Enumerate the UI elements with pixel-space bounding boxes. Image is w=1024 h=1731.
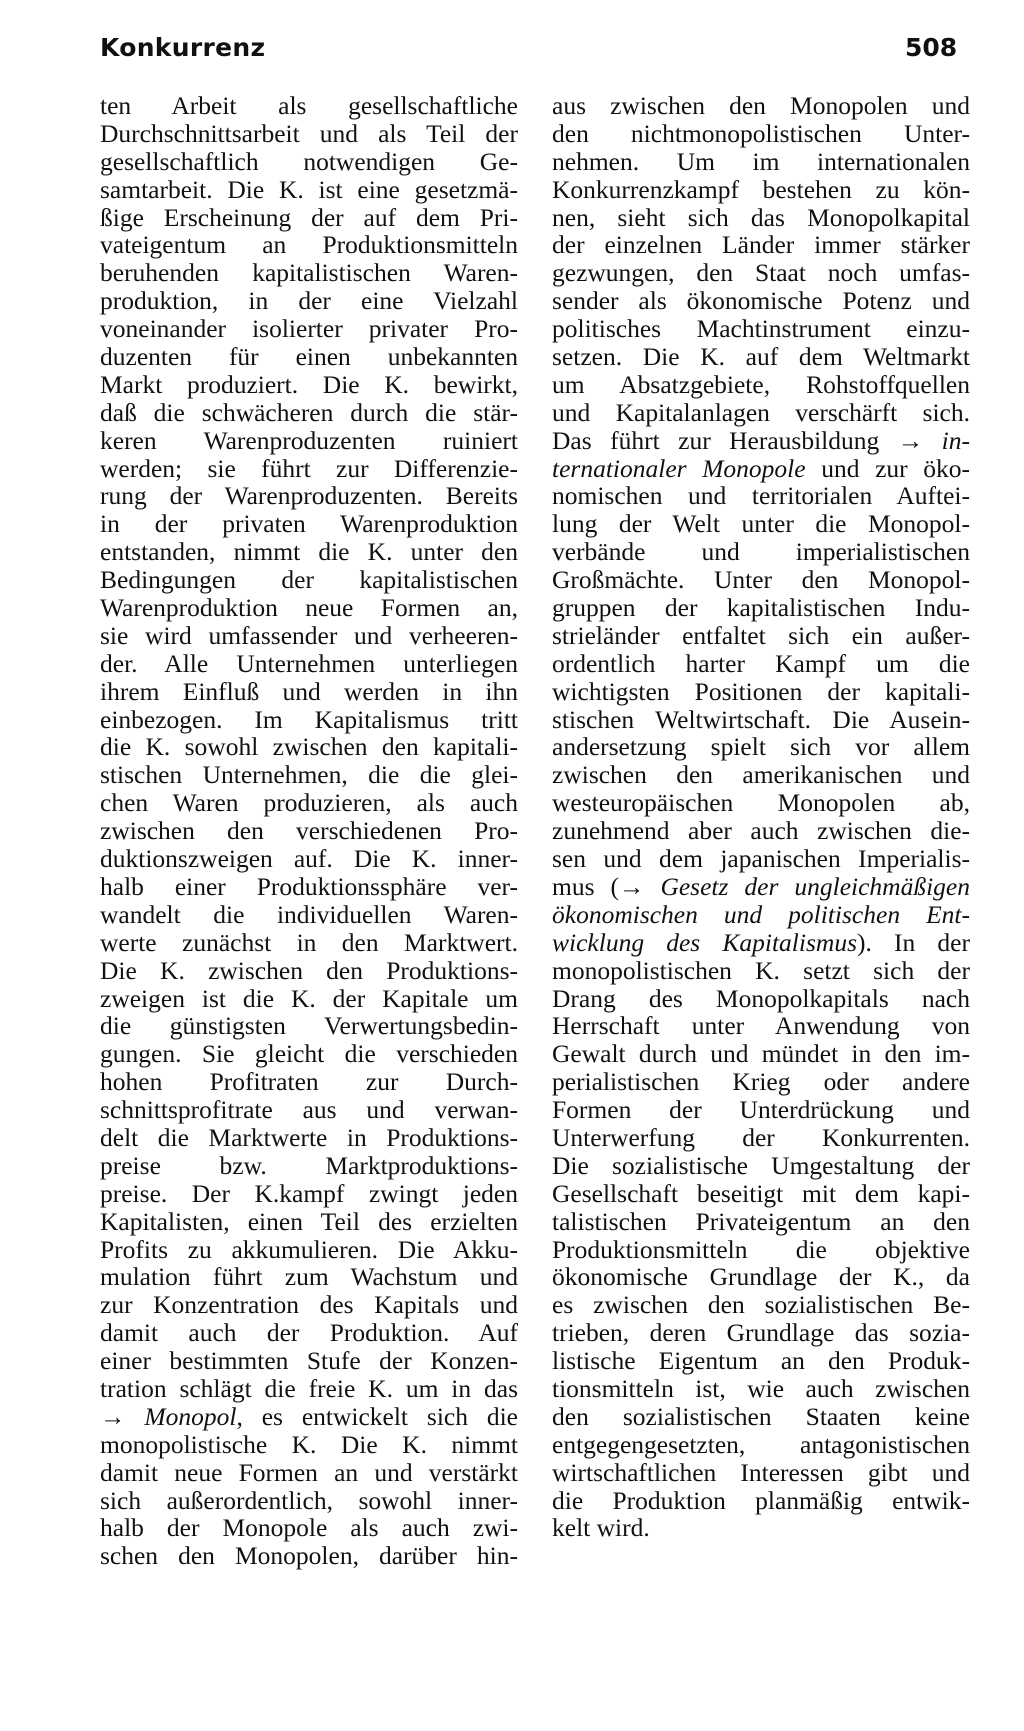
text-segment: westeuropäischen Monopolen ab, [552, 788, 970, 818]
text-segment: preise bzw. Marktproduktions- [100, 1150, 518, 1180]
text-line [552, 929, 970, 957]
text-segment: perialistischen Krieg oder andere [552, 1067, 970, 1097]
text-segment: Die K. zwischen den Produktions- [100, 955, 518, 985]
text-line [100, 706, 518, 734]
text-segment: schen den Monopolen, darüber hin- [100, 1541, 518, 1571]
text-line [100, 1068, 518, 1096]
text-line [100, 1180, 518, 1208]
text-line [100, 761, 518, 789]
text-segment: der einzelnen Länder immer stärker [552, 230, 970, 260]
text-line [100, 622, 518, 650]
text-segment: duktionszweigen auf. Die K. inner- [100, 844, 518, 874]
text-segment: beruhenden kapitalistischen Waren- [100, 258, 518, 288]
text-segment: chen Waren produzieren, als auch [100, 788, 518, 818]
text-segment: Bedingungen der kapitalistischen [100, 565, 518, 595]
text-segment: den nichtmonopolistischen Unter- [552, 118, 970, 148]
text-line [552, 985, 970, 1013]
text-segment: Gewalt durch und mündet in den im- [552, 1039, 970, 1069]
text-line [552, 1124, 970, 1152]
text-segment: ßige Erscheinung der auf dem Pri- [100, 202, 518, 232]
text-segment: die K. sowohl zwischen den kapitali- [100, 732, 518, 762]
text-segment: lung der Welt unter die Monopol- [552, 509, 970, 539]
text-segment: aus zwischen den Monopolen und [552, 91, 970, 120]
text-line [100, 1236, 518, 1264]
text-line [552, 1431, 970, 1459]
text-segment: duzenten für einen unbekannten [100, 342, 518, 372]
text-segment: stischen Unternehmen, die die glei- [100, 760, 518, 790]
text-segment: Herrschaft unter Anwendung von [552, 1011, 970, 1041]
text-segment: ordentlich harter Kampf um die [552, 648, 970, 678]
text-segment: einbezogen. Im Kapitalismus tritt [100, 704, 518, 734]
text-line [552, 148, 970, 176]
text-line [100, 1152, 518, 1180]
text-segment: mus (→ [552, 871, 661, 901]
text-line [100, 371, 518, 399]
text-segment: Kapitalisten, einen Teil des erzielten [100, 1206, 518, 1236]
text-line [100, 259, 518, 287]
text-line [552, 873, 970, 901]
text-line [552, 761, 970, 789]
text-line [100, 1096, 518, 1124]
italic-reference-text: ökonomischen und politischen Ent- [552, 899, 970, 929]
text-segment: politisches Machtinstrument einzu- [552, 314, 970, 344]
text-segment: setzen. Die K. auf dem Weltmarkt [552, 342, 970, 372]
text-line [100, 287, 518, 315]
text-segment: daß die schwächeren durch die stär- [100, 397, 518, 427]
text-line [100, 817, 518, 845]
text-segment: Produktionsmitteln die objektive [552, 1234, 970, 1264]
text-line [552, 566, 970, 594]
text-line [552, 427, 970, 455]
text-line [100, 789, 518, 817]
text-segment: zweigen ist die K. der Kapitale um [100, 983, 518, 1013]
text-line [100, 120, 518, 148]
text-segment: sie wird umfassender und verheeren- [100, 620, 518, 650]
text-segment: es zwischen den sozialistischen Be- [552, 1290, 970, 1320]
text-line [552, 455, 970, 483]
text-segment: monopolistische K. Die K. nimmt [100, 1429, 518, 1459]
text-line [100, 176, 518, 204]
text-line [552, 650, 970, 678]
text-line [552, 1514, 970, 1542]
text-line [552, 1096, 970, 1124]
text-line [552, 678, 970, 706]
text-line [552, 1180, 970, 1208]
text-line [552, 315, 970, 343]
text-segment: entgegengesetzten, antagonistischen [552, 1429, 970, 1459]
text-segment: listische Eigentum an den Produk- [552, 1346, 970, 1376]
text-segment: Konkurrenzkampf bestehen zu kön- [552, 174, 970, 204]
text-segment: Durchschnittsarbeit und als Teil der [100, 118, 518, 148]
text-line [552, 901, 970, 929]
text-segment: monopolistischen K. setzt sich der [552, 955, 970, 985]
text-line [100, 1514, 518, 1542]
text-segment: zwischen den amerikanischen und [552, 760, 970, 790]
text-segment: in der privaten Warenproduktion [100, 509, 518, 539]
text-line [100, 957, 518, 985]
text-line [552, 817, 970, 845]
text-line [100, 315, 518, 343]
italic-reference-text: wicklung des Kapitalismus [552, 927, 857, 957]
italic-reference-text: in- [941, 425, 970, 455]
text-line [100, 455, 518, 483]
text-segment: andersetzung spielt sich vor allem [552, 732, 970, 762]
text-segment: halb der Monopole als auch zwi- [100, 1513, 518, 1543]
text-segment: zwischen den verschiedenen Pro- [100, 816, 518, 846]
text-segment: die Produktion planmäßig entwik- [552, 1485, 970, 1515]
text-line [100, 1208, 518, 1236]
text-line [552, 1263, 970, 1291]
text-segment: kelt wird. [552, 1513, 650, 1543]
text-segment: gungen. Sie gleicht die verschieden [100, 1039, 518, 1069]
text-line [100, 1040, 518, 1068]
text-line [552, 733, 970, 761]
text-segment: entstanden, nimmt die K. unter den [100, 537, 518, 567]
text-segment: ten Arbeit als gesellschaftliche [100, 91, 518, 120]
text-line [100, 1459, 518, 1487]
text-line [552, 399, 970, 427]
text-segment: samtarbeit. Die K. ist eine gesetzmä- [100, 174, 518, 204]
text-segment: die günstigsten Verwertungsbedin- [100, 1011, 518, 1041]
text-segment: Die sozialistische Umgestaltung der [552, 1150, 970, 1180]
text-segment: einer bestimmten Stufe der Konzen- [100, 1346, 518, 1376]
text-line [100, 845, 518, 873]
text-line [100, 650, 518, 678]
italic-reference-text: Monopol [144, 1401, 237, 1431]
text-line [552, 1068, 970, 1096]
text-line [100, 482, 518, 510]
italic-reference-text: Gesetz der ungleichmäßigen [660, 871, 970, 901]
text-segment: Gesellschaft beseitigt mit dem kapi- [552, 1178, 970, 1208]
text-line [552, 1291, 970, 1319]
text-line [100, 873, 518, 901]
italic-reference-text: ternationaler Monopole [552, 453, 806, 483]
text-segment: vateigentum an Produktionsmitteln [100, 230, 518, 260]
text-line [552, 1152, 970, 1180]
text-line [100, 929, 518, 957]
text-segment: wandelt die individuellen Waren- [100, 899, 518, 929]
text-segment: ihrem Einfluß und werden in ihn [100, 676, 518, 706]
text-segment: tionsmitteln ist, wie auch zwischen [552, 1373, 970, 1403]
text-line [552, 622, 970, 650]
text-line [552, 371, 970, 399]
text-segment: damit neue Formen an und verstärkt [100, 1457, 518, 1487]
text-line [552, 1459, 970, 1487]
text-segment: ). In der [857, 927, 970, 957]
text-line [552, 1487, 970, 1515]
text-segment: verbände und imperialistischen [552, 537, 970, 567]
text-segment: gesellschaftlich notwendigen Ge- [100, 146, 518, 176]
text-line [552, 1040, 970, 1068]
text-line [552, 176, 970, 204]
text-line [552, 706, 970, 734]
text-line [552, 1012, 970, 1040]
text-line [552, 482, 970, 510]
text-segment: sender als ökonomische Potenz und [552, 286, 970, 316]
text-line [100, 148, 518, 176]
text-segment: Warenproduktion neue Formen an, [100, 593, 518, 623]
text-segment: mulation führt zum Wachstum und [100, 1262, 518, 1292]
right-text-column [552, 92, 970, 1542]
text-line [100, 538, 518, 566]
text-segment: damit auch der Produktion. Auf [100, 1318, 518, 1348]
text-line [100, 901, 518, 929]
text-line [552, 789, 970, 817]
text-line [552, 1319, 970, 1347]
text-segment: werden; sie führt zur Differenzie- [100, 453, 518, 483]
text-segment: , es entwickelt sich die [236, 1401, 518, 1431]
text-line [552, 259, 970, 287]
text-segment: Drang des Monopolkapitals nach [552, 983, 970, 1013]
text-segment: preise. Der K.kampf zwingt jeden [100, 1178, 518, 1208]
text-segment: rung der Warenproduzenten. Bereits [100, 481, 518, 511]
text-segment: Großmächte. Unter den Monopol- [552, 565, 970, 595]
text-segment: nomischen und territorialen Auftei- [552, 481, 970, 511]
text-segment: Das führt zur Herausbildung → [552, 425, 942, 455]
text-segment: wichtigsten Positionen der kapitali- [552, 676, 970, 706]
text-line [552, 1403, 970, 1431]
text-segment: voneinander isolierter privater Pro- [100, 314, 518, 344]
text-segment: wirtschaftlichen Interessen gibt und [552, 1457, 970, 1487]
text-line [552, 594, 970, 622]
text-segment: halb einer Produktionssphäre ver- [100, 871, 518, 901]
text-line [100, 566, 518, 594]
text-segment: nen, sieht sich das Monopolkapital [552, 202, 970, 232]
text-line [100, 343, 518, 371]
text-segment: talistischen Privateigentum an den [552, 1206, 970, 1236]
text-segment: Markt produziert. Die K. bewirkt, [100, 369, 518, 399]
text-line [100, 594, 518, 622]
left-text-column [100, 92, 518, 1570]
text-line [100, 1291, 518, 1319]
text-segment: tration schlägt die freie K. um in das [100, 1373, 518, 1403]
text-line [552, 1208, 970, 1236]
text-segment: und Kapitalanlagen verschärft sich. [552, 397, 970, 427]
text-line [552, 1375, 970, 1403]
text-segment: nehmen. Um im internationalen [552, 146, 970, 176]
text-segment: Unterwerfung der Konkurrenten. [552, 1122, 970, 1152]
text-line [552, 343, 970, 371]
text-line [552, 1236, 970, 1264]
text-segment: und zur öko- [805, 453, 970, 483]
text-segment: delt die Marktwerte in Produktions- [100, 1122, 518, 1152]
text-line [100, 1487, 518, 1515]
text-line [100, 1431, 518, 1459]
text-line [100, 678, 518, 706]
text-segment: stischen Weltwirtschaft. Die Ausein- [552, 704, 970, 734]
text-line [552, 287, 970, 315]
text-line [552, 204, 970, 232]
text-segment: Formen der Unterdrückung und [552, 1095, 970, 1125]
text-line [100, 1263, 518, 1291]
text-segment: schnittsprofitrate aus und verwan- [100, 1095, 518, 1125]
text-segment: keren Warenproduzenten ruiniert [100, 425, 518, 455]
text-segment: den sozialistischen Staaten keine [552, 1401, 970, 1431]
text-segment: um Absatzgebiete, Rohstoffquellen [552, 369, 970, 399]
text-line [100, 1375, 518, 1403]
text-segment: hohen Profitraten zur Durch- [100, 1067, 518, 1097]
text-segment: gruppen der kapitalistischen Indu- [552, 593, 970, 623]
text-line [100, 1542, 518, 1570]
text-segment: → [100, 1401, 145, 1431]
page-number: 508 [905, 33, 958, 62]
text-segment: zur Konzentration des Kapitals und [100, 1290, 518, 1320]
text-segment: ökonomische Grundlage der K., da [552, 1262, 970, 1292]
text-line [552, 510, 970, 538]
text-line [552, 92, 970, 120]
text-line [100, 1012, 518, 1040]
text-line [552, 1347, 970, 1375]
text-line [100, 1403, 518, 1431]
text-segment: der. Alle Unternehmen unterliegen [100, 648, 518, 678]
text-segment: Profits zu akkumulieren. Die Akku- [100, 1234, 518, 1264]
text-line [100, 92, 518, 120]
text-line [552, 538, 970, 566]
text-line [100, 1124, 518, 1152]
text-segment: sen und dem japanischen Imperialis- [552, 844, 970, 874]
text-line [100, 510, 518, 538]
text-segment: sich außerordentlich, sowohl inner- [100, 1485, 518, 1515]
text-line [552, 231, 970, 259]
text-line [100, 1319, 518, 1347]
text-segment: zunehmend aber auch zwischen die- [552, 816, 970, 846]
text-line [552, 957, 970, 985]
text-line [100, 204, 518, 232]
text-segment: werte zunächst in den Marktwert. [100, 927, 518, 957]
text-line [100, 427, 518, 455]
text-segment: produktion, in der eine Vielzahl [100, 286, 518, 316]
running-head-keyword: Konkurrenz [100, 33, 266, 62]
text-segment: trieben, deren Grundlage das sozia- [552, 1318, 970, 1348]
text-segment: strieländer entfaltet sich ein außer- [552, 620, 970, 650]
text-line [552, 845, 970, 873]
text-line [100, 733, 518, 761]
text-line [100, 985, 518, 1013]
text-line [100, 231, 518, 259]
text-line [552, 120, 970, 148]
text-line [100, 399, 518, 427]
text-segment: gezwungen, den Staat noch umfas- [552, 258, 970, 288]
text-line [100, 1347, 518, 1375]
